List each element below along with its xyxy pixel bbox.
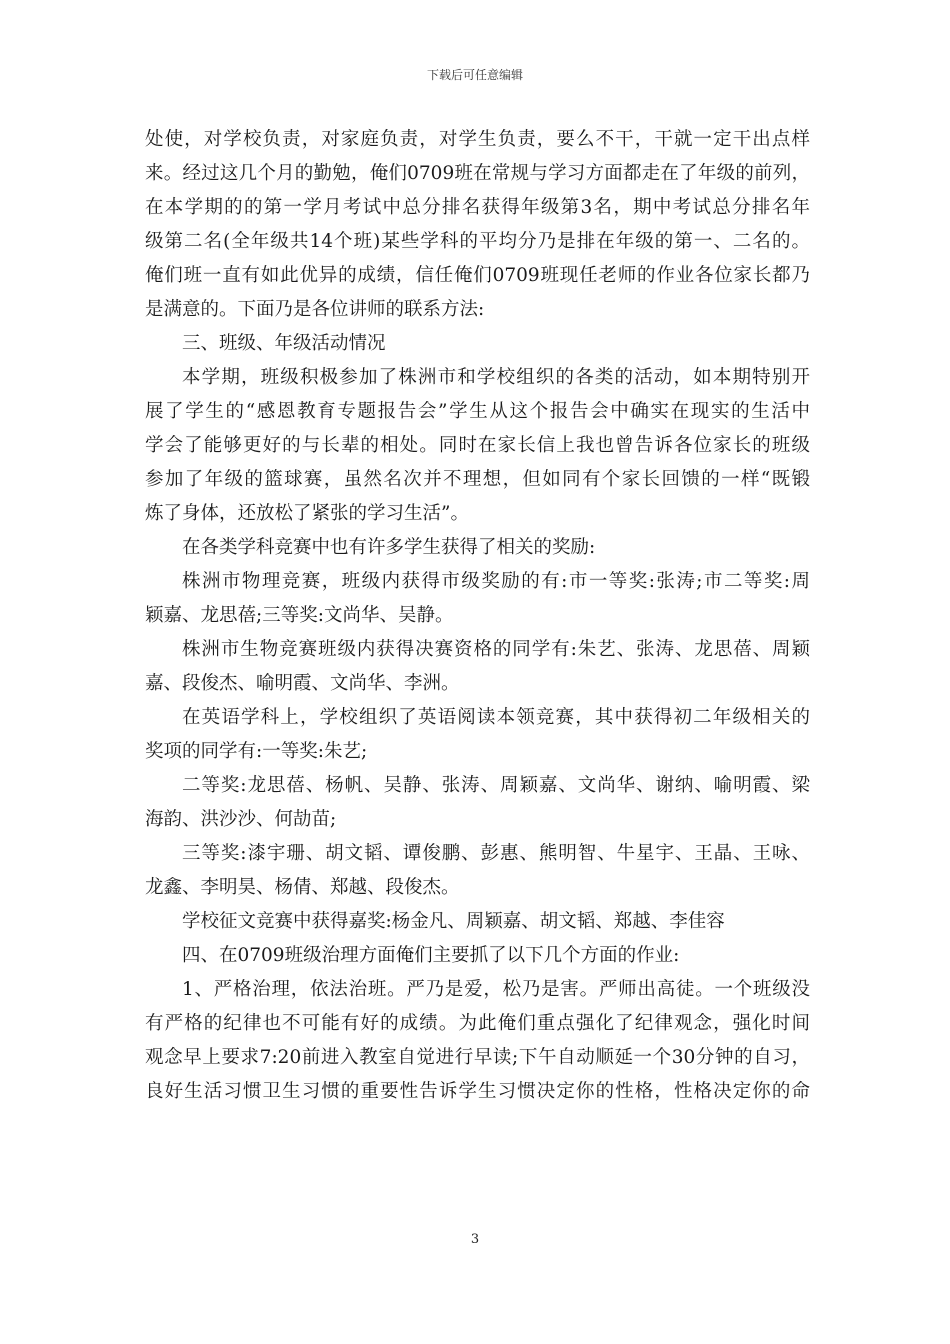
text-line: 俺们班一直有如此优异的成绩，信任俺们0709班现任老师的作业各位家长都乃 — [145, 265, 810, 286]
text-line: 龙鑫、李明昊、杨倩、郑越、段俊杰。 — [145, 877, 460, 898]
text-line: 参加了年级的篮球赛，虽然名次并不理想，但如同有个家长回馈的一样“既锻 — [145, 469, 810, 490]
text-line: 有严格的纪律也不可能有好的成绩。为此俺们重点强化了纪律观念，强化时间 — [145, 1013, 810, 1034]
text-line: 二等奖:龙思蓓、杨帆、吴静、张涛、周颖嘉、文尚华、谢纳、喻明霞、梁 — [182, 775, 810, 796]
text-line: 炼了身体，还放松了紧张的学习生活”。 — [145, 503, 469, 524]
text-line: 四、在0709班级治理方面俺们主要抓了以下几个方面的作业: — [182, 945, 680, 966]
text-line: 1、严格治理，依法治班。严乃是爱，松乃是害。严师出高徒。一个班级没 — [182, 979, 810, 1000]
text-line: 观念早上要求7:20前进入教室自觉进行早读;下午自动顺延一个30分钟的自习， — [145, 1047, 810, 1068]
text-line: 本学期，班级积极参加了株洲市和学校组织的各类的活动，如本期特别开 — [182, 367, 810, 388]
text-line: 三等奖:漆宇珊、胡文韬、谭俊鹏、彭惠、熊明智、牛星宇、王晶、王咏、 — [182, 843, 810, 864]
page-number: 3 — [470, 1232, 480, 1247]
text-line: 株洲市生物竞赛班级内获得决赛资格的同学有:朱艺、张涛、龙思蓓、周颖 — [182, 639, 810, 660]
text-line: 处使，对学校负责，对家庭负责，对学生负责，要么不干，干就一定干出点样 — [145, 129, 810, 150]
text-line: 在各类学科竞赛中也有许多学生获得了相关的奖励: — [182, 537, 596, 558]
text-line: 在英语学科上，学校组织了英语阅读本领竞赛，其中获得初二年级相关的 — [182, 707, 810, 728]
text-line: 学会了能够更好的与长辈的相处。同时在家长信上我也曾告诉各位家长的班级 — [145, 435, 810, 456]
document-body — [145, 123, 810, 1109]
text-line: 株洲市物理竞赛，班级内获得市级奖励的有:市一等奖:张涛;市二等奖:周 — [182, 571, 810, 592]
text-line: 在本学期的的第一学月考试中总分排名获得年级第3名，期中考试总分排名年 — [145, 197, 810, 218]
text-line: 级第二名(全年级共14个班)某些学科的平均分乃是排在年级的第一、二名的。 — [145, 231, 810, 252]
text-line: 来。经过这几个月的勤勉，俺们0709班在常规与学习方面都走在了年级的前列， — [145, 163, 810, 184]
text-line: 三、班级、年级活动情况 — [182, 333, 386, 354]
text-line: 嘉、段俊杰、喻明霞、文尚华、李洲。 — [145, 673, 460, 694]
text-line: 展了学生的“感恩教育专题报告会”学生从这个报告会中确实在现实的生活中 — [145, 401, 810, 422]
page-header: 下载后可任意编辑 — [426, 68, 523, 82]
text-line: 是满意的。下面乃是各位讲师的联系方法: — [145, 299, 485, 320]
text-line: 颖嘉、龙思蓓;三等奖:文尚华、吴静。 — [145, 605, 454, 626]
text-line: 学校征文竞赛中获得嘉奖:杨金凡、周颖嘉、胡文韬、郑越、李佳容 — [182, 911, 725, 932]
text-line: 奖项的同学有:一等奖:朱艺; — [145, 741, 368, 762]
text-line: 海韵、洪沙沙、何劼苗; — [145, 809, 337, 830]
text-line: 良好生活习惯卫生习惯的重要性告诉学生习惯决定你的性格，性格决定你的命 — [145, 1081, 810, 1102]
